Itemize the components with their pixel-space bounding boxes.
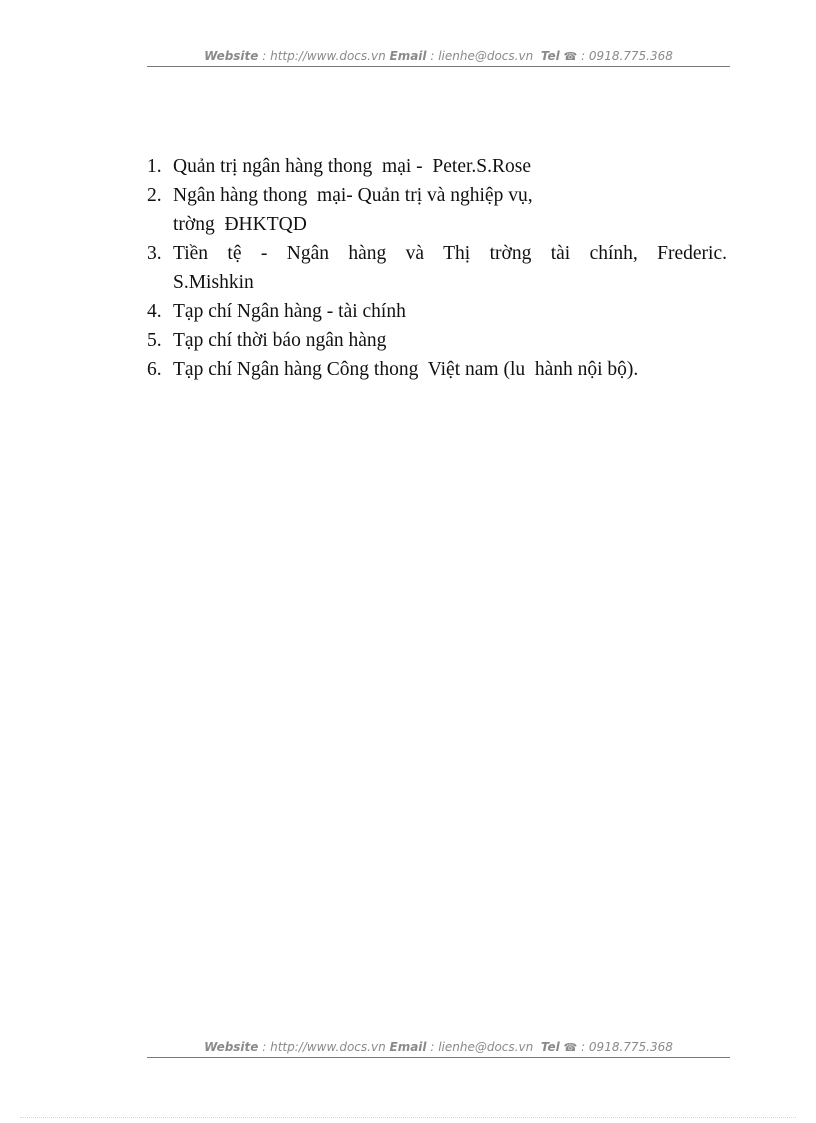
- reference-text-continued: S.Mishkin: [173, 272, 254, 293]
- reference-number: 6.: [147, 359, 162, 380]
- header-tel-label: Tel: [540, 49, 560, 63]
- reference-item: [147, 239, 727, 297]
- footer-website-link[interactable]: : http://www.docs.vn: [258, 1040, 390, 1054]
- reference-number: 5.: [147, 330, 162, 351]
- reference-item: [147, 297, 727, 326]
- footer-website-label: Website: [204, 1040, 259, 1054]
- reference-number: 2.: [147, 185, 162, 206]
- reference-list: [147, 152, 727, 384]
- reference-text: Tiền tệ - Ngân hàng và Thị trờng tài chính, Frederic.: [173, 243, 727, 264]
- footer-email-link[interactable]: : lienhe@docs.vn: [426, 1040, 537, 1054]
- reference-item: [147, 181, 727, 239]
- reference-text: Quản trị ngân hàng thong mại - Peter.S.Rose: [173, 156, 531, 177]
- reference-text: Tạp chí Ngân hàng - tài chính: [173, 301, 406, 322]
- reference-text: Tạp chí thời báo ngân hàng: [173, 330, 387, 351]
- reference-item: [147, 152, 727, 181]
- header-website-label: Website: [204, 49, 259, 63]
- page-edge-divider: [20, 1117, 796, 1118]
- reference-number: 4.: [147, 301, 162, 322]
- phone-icon: ☎: [563, 1041, 578, 1054]
- footer-tel-label: Tel: [540, 1040, 560, 1054]
- footer-email-label: Email: [389, 1040, 427, 1054]
- reference-item: [147, 326, 727, 355]
- reference-number: 3.: [147, 243, 162, 264]
- reference-text: Tạp chí Ngân hàng Công thong Việt nam (lu hành nội bộ).: [173, 359, 639, 380]
- reference-text-continued: trờng ĐHKTQD: [173, 214, 307, 235]
- header-tel-value: : 0918.775.368: [577, 49, 673, 63]
- footer-tel-value: : 0918.775.368: [577, 1040, 673, 1054]
- reference-text: Ngân hàng thong mại- Quản trị và nghiệp vụ,: [173, 185, 533, 206]
- header-email-link[interactable]: : lienhe@docs.vn: [426, 49, 537, 63]
- header-email-label: Email: [389, 49, 427, 63]
- page-footer: [147, 1039, 730, 1058]
- reference-number: 1.: [147, 156, 162, 177]
- phone-icon: ☎: [563, 50, 578, 63]
- reference-item: [147, 355, 727, 384]
- header-website-link[interactable]: : http://www.docs.vn: [258, 49, 390, 63]
- page-header: [147, 48, 730, 67]
